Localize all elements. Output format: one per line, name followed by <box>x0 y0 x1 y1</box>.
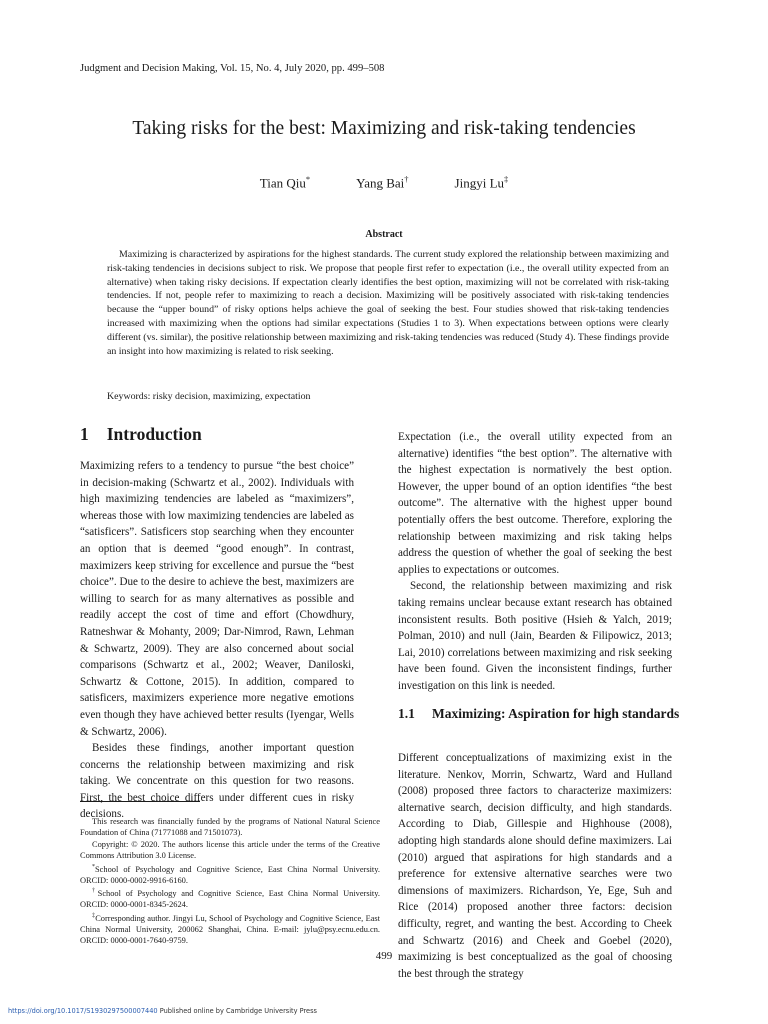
footnote-text: School of Psychology and Cognitive Science, East China Normal University. ORCID: 0000-0001-8345-2624. <box>80 889 380 910</box>
footnote-author-3 <box>80 911 380 947</box>
right-column-body <box>398 429 672 695</box>
section-title: Introduction <box>106 424 202 444</box>
author-2 <box>356 174 408 191</box>
author-1 <box>260 174 310 191</box>
article-title: Taking risks for the best: Maximizing and risk-taking tendencies <box>132 118 636 139</box>
footnote-author-1 <box>80 862 380 887</box>
page-number: 499 <box>375 950 393 962</box>
body-paragraph: Expectation (i.e., the overall utility expected from an alternative) identifies “the best option”. The alternative with the highest expectation is normatively the best option. However, the upper bound of an option identifies “the best outcome”. The alternative with the highest upper bound potentially offers the best outcome. Therefore, exploring the relationship between maximizing and risk taking helps address the question of whether the goal of seeking the best applies to expectations or outcomes. <box>398 431 672 576</box>
abstract-heading: Abstract <box>365 229 403 240</box>
footnote-text: Corresponding author. Jingyi Lu, School of Psychology and Cognitive Science, East China Normal University, 200062 Shanghai, China. E-mail: jylu@psy.ecnu.edu.cn. ORCID: 0000-0001-7640-9759. <box>80 913 381 946</box>
section-heading-introduction <box>80 424 202 445</box>
body-paragraph: Second, the relationship between maximizing and risk taking remains unclear because extant research has obtained inconsistent results. Both positive (Hsieh & Yalch, 2019; Polman, 2010) and null (Jain, Bearden & Filipowicz, 2013; Lai, 2010) correlations between maximizing and risk seeking have been found. Given the inconsistent findings, further investigation on this link is needed. <box>398 580 672 692</box>
author-mark: * <box>305 174 311 184</box>
subsection-body <box>398 750 672 982</box>
footnote-divider <box>80 801 200 802</box>
footnote-mark: ‡ <box>92 912 96 919</box>
author-name: Tian Qiu <box>259 175 306 191</box>
section-number: 1 <box>80 424 89 444</box>
body-paragraph: Besides these findings, another important question concerns the relationship between maximizing and risk taking. We concentrate on this question for two reasons. First, the best choice differs under different cues in risky decisions. <box>80 742 354 821</box>
author-mark: ‡ <box>504 174 509 184</box>
doi-link[interactable]: https://doi.org/10.1017/S1930297500007440 <box>8 1007 158 1015</box>
footer-text: Published online by Cambridge University Press <box>157 1007 317 1015</box>
footnote-text: School of Psychology and Cognitive Science, East China Normal University. ORCID: 0000-0002-9916-6160. <box>80 864 380 885</box>
journal-header: Judgment and Decision Making, Vol. 15, No. 4, July 2020, pp. 499–508 <box>80 63 385 74</box>
subsection-heading-maximizing <box>398 705 694 723</box>
subsection-number: 1.1 <box>398 706 415 721</box>
body-paragraph: Maximizing refers to a tendency to pursue “the best choice” in decision-making (Schwartz et al., 2002). Individuals with high maximizing tendencies are labeled as “maximizers”, whereas those with low maximizing tendencies are labeled as “satisficers”. Satisficers stop searching when they encounter an option that is deemed “good enough”. In contrast, maximizers keep striving for excellence and pursue the “best choice”. Due to the desire to achieve the best, maximizers are willing to search for as many alternatives as possible and readily accept the cost of time and effort (Chowdhury, Ratneshwar & Mohanty, 2009; Dar-Nimrod, Rawn, Lehman & Schwartz, 2009). They are also concerned about social comparisons (Schwartz et al., 2002; Weaver, Daniloski, Schwartz & Cottone, 2015). In addition, compared to satisficers, maximizers experience more negative emotions even though they have achieved better results (Iyengar, Wells & Schwartz, 2006). <box>80 460 354 738</box>
author-list <box>0 174 768 191</box>
author-mark: † <box>404 174 409 184</box>
footnote-mark: * <box>92 863 95 870</box>
footnote-funding: This research was financially funded by the programs of National Natural Science Foundation of China (71771088 and 71501073). <box>80 817 380 838</box>
abstract-text: Maximizing is characterized by aspirations for the highest standards. The current study explored the relationship between maximizing and risk-taking tendencies in decisions subject to risk. We propose that people first refer to expectation (i.e., the overall utility expected from an alternative) when taking risky decisions. If expectation clearly identifies the best option, maximizing will not be correlated with risk-taking tendencies. If not, people refer to maximizing to reach a decision. Maximizing will be positively associated with risk-taking tendencies because the “upper bound” of risky options helps achieve the goal of seeking the best. Four studies showed that risk-taking tendencies increased with maximizing when the options had similar expectations (Studies 1 to 3). When expectations between options were clearly different (vs. similar), the positive relationship between maximizing and risk-taking tendencies was reduced (Study 4). These findings provide an insight into how maximizing is related to risk seeking. <box>107 249 669 357</box>
publisher-footer <box>8 1007 317 1015</box>
body-paragraph: Different conceptualizations of maximizing exist in the literature. Nenkov, Morrin, Schwartz, Ward and Hulland (2008) proposed three factors to characterize maximizers: alternative search, decision difficulty, and high standards. According to Diab, Gillespie and Highhouse (2008), adopting high standards alone should define maximizers. Lai (2010) argued that aspirations for high standards and a preference for extensive alternative searches were two dimensions of maximizers. Richardson, Ye, Ege, Suh and Rice (2014) proposed another three factors: decision difficulty, regret, and wanting the best. According to Cheek and Schwartz (2016) and Cheek and Goebel (2020), maximizing is best conceptualized as the goal of choosing the best through the strategy <box>398 752 672 980</box>
author-3 <box>455 174 509 191</box>
footnotes <box>80 816 380 947</box>
left-column-body <box>80 458 354 823</box>
footnote-mark: † <box>92 888 98 895</box>
keywords: Keywords: risky decision, maximizing, expectation <box>107 391 311 402</box>
subsection-title: Maximizing: Aspiration for high standards <box>432 706 680 721</box>
author-name: Jingyi Lu <box>454 175 505 191</box>
footnote-copyright: Copyright: © 2020. The authors license this article under the terms of the Creative Commons Attribution 3.0 License. <box>80 839 380 861</box>
author-name: Yang Bai <box>356 175 405 191</box>
footnote-author-2 <box>80 886 380 911</box>
